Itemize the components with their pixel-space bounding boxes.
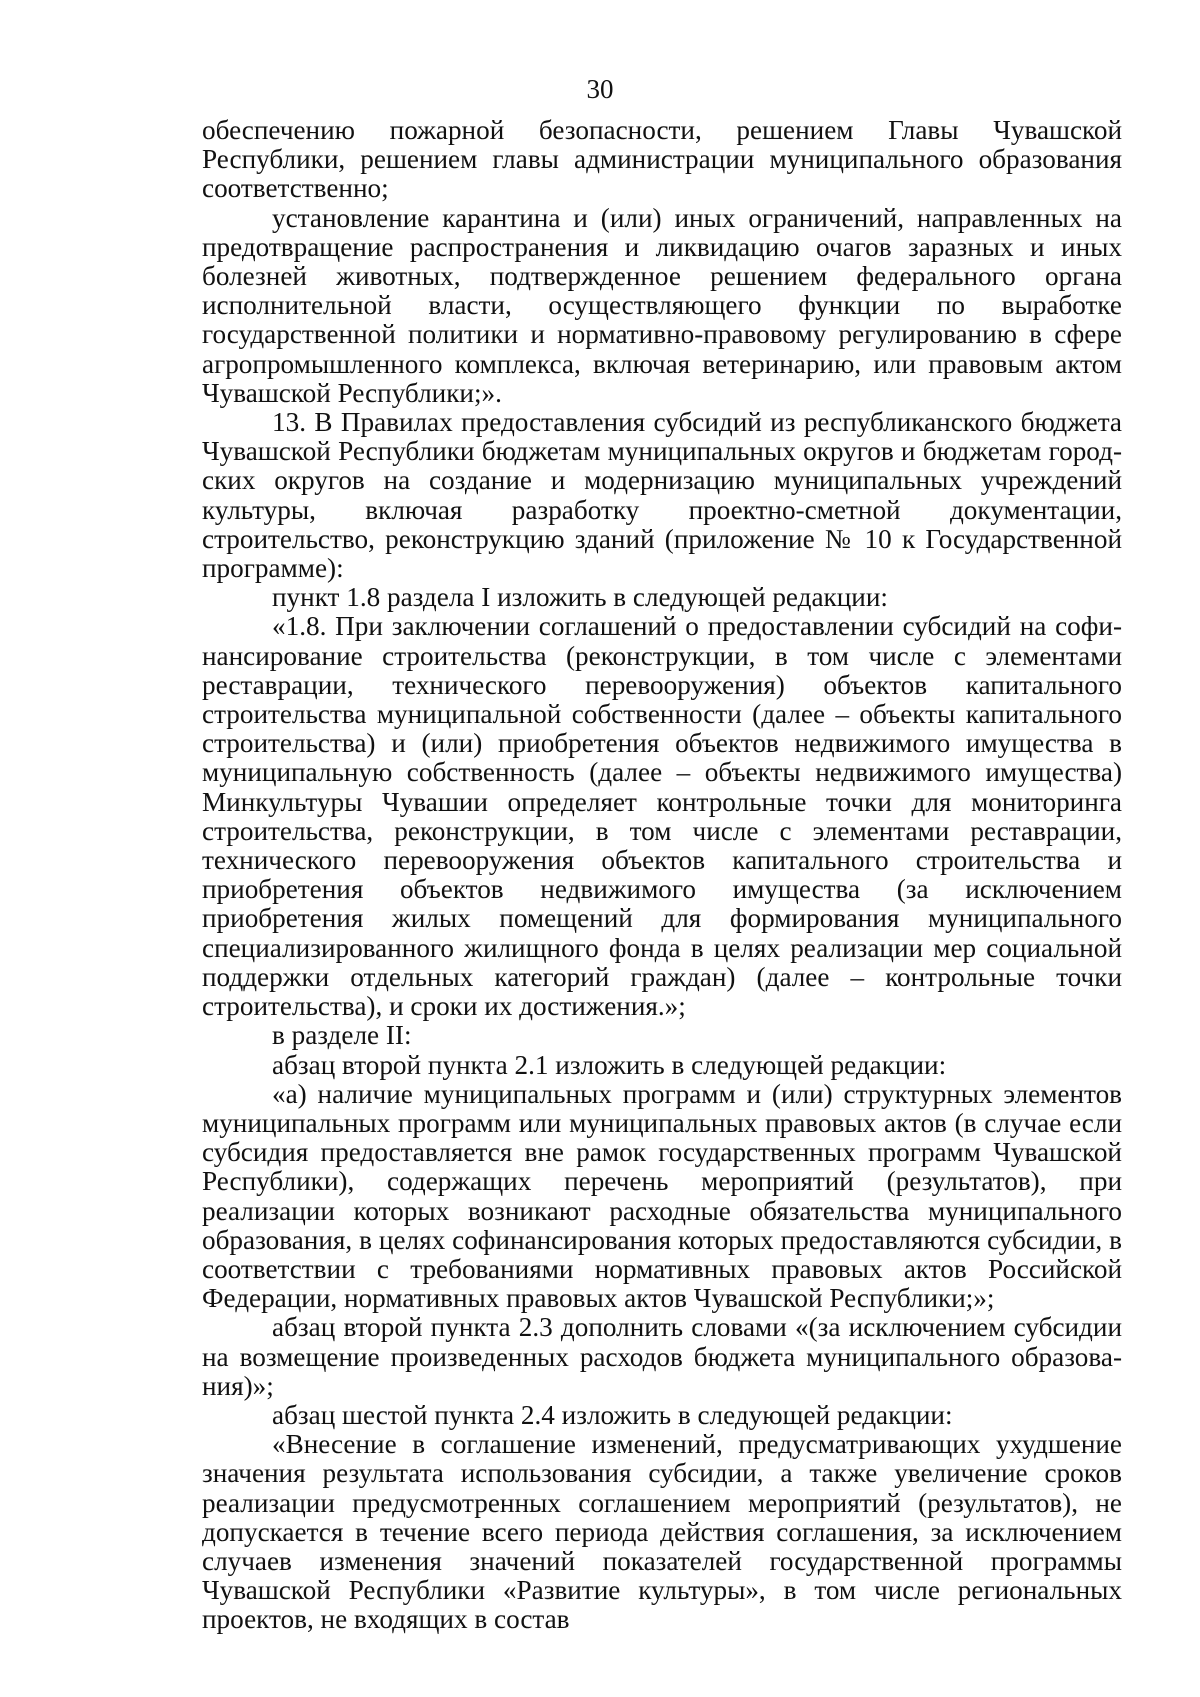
body-paragraph: абзац второй пункта 2.3 дополнить словами «(за исключением субсидии на возмещение произведенных расходов бюджета муниципального образования)»; [202, 1312, 1122, 1401]
body-paragraph: обеспечению пожарной безопасности, решением Главы Чувашской Республики, решением главы администрации муниципального образования соответственно; [202, 115, 1122, 204]
body-paragraph: «1.8. При заключении соглашений о предоставлении субсидий на софинансирование строительства (реконструкции, в том числе с элементами реставрации, технического перевооружения) объектов капитального строительства муниципальной собственности (далее – объекты капитального строительства) и (или) приобретения объектов недвижимого имущества в муниципальную собственность (далее – объекты недвижимого имущества) Минкультуры Чувашии определяет контрольные точки для мониторинга строительства, реконструкции, в том числе с элементами реставрации, технического перевооружения объектов капитального строительства и приобретения объектов недвижимого имущества (за исключением приобретения жилых помещений для формирования муниципального специализированного жилищного фонда в целях реализации мер социальной поддержки отдельных категорий граждан) (далее – контрольные точки строительства), и сроки их достижения.»; [202, 611, 1122, 1022]
page-number: 30 [586, 74, 614, 104]
body-paragraph: в разделе II: [272, 1020, 412, 1051]
body-paragraph: «а) наличие муниципальных программ и (или) структурных элементов муниципальных программ или муниципальных правовых актов (в случае если субсидия предоставляется вне рамок государственных программ Чувашской Республики), содержащих перечень мероприятий (результатов), при реализации которых возникают расходные обязательства муниципального образования, в целях софинансирования которых предоставляются субсидии, в соответствии с требованиями нормативных правовых актов Российской Федерации, нормативных правовых актов Чувашской Республики;»; [202, 1078, 1122, 1314]
body-paragraph: пункт 1.8 раздела I изложить в следующей редакции: [272, 582, 888, 613]
body-paragraph: 13. В Правилах предоставления субсидий из республиканского бюджета Чувашской Республики бюджетам муниципальных округов и бюджетам городских округов на создание и модернизацию муниципальных учреждений культуры, включая разработку проектно-сметной документации, строительство, реконструкцию зданий (приложение № 10 к Государственной программе): [202, 407, 1122, 584]
document-body [202, 116, 1122, 1635]
body-paragraph: «Внесение в соглашение изменений, предусматривающих ухудшение значения результата использования субсидии, а также увеличение сроков реализации предусмотренных соглашением мероприятий (результатов), не допускается в течение всего периода действия соглашения, за исключением случаев изменения значений показателей государственной программы Чувашской Республики «Развитие культуры», в том числе региональных проектов, не входящих в состав [202, 1429, 1122, 1635]
body-paragraph: абзац шестой пункта 2.4 изложить в следующей редакции: [272, 1399, 953, 1430]
body-paragraph: абзац второй пункта 2.1 изложить в следующей редакции: [272, 1049, 947, 1080]
body-paragraph: установление карантина и (или) иных ограничений, направленных на предотвращение распространения и ликвидацию очагов заразных и иных болезней животных, подтвержденное решением федерального органа исполнительной власти, осуществляющего функции по выработке государственной политики и нормативно-правовому регулированию в сфере агропромышленного комплекса, включая ветеринарию, или правовым актом Чувашской Республики;». [202, 202, 1122, 408]
